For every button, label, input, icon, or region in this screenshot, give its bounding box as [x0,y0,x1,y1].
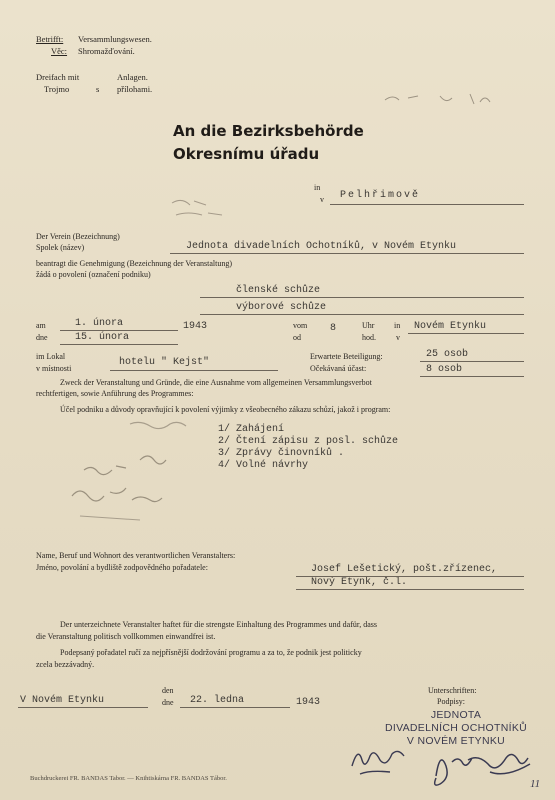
footer-year: 1943 [296,697,321,708]
vec-value: Shromažďování. [78,46,135,56]
anlagen-label: Anlagen. [117,72,148,82]
program-item-3: 3/ Zprávy činovníků . [218,448,345,459]
date1: 1. února [75,318,124,329]
vec-label: Věc: [51,46,68,56]
zweck-de2: rechtfertigen, sowie Anführung des Programmes: [36,389,194,398]
s-label: s [96,84,100,94]
date2: 15. února [75,332,130,343]
lokal-value: hotelu " Kejst" [119,357,210,368]
organizer-label-de: Name, Beruf und Wohnort des verantwortlichen Veranstalters: [36,551,236,560]
title-line1: An die Bezirksbehörde [173,122,364,140]
organizer-label-cz: Jméno, povolání a bydliště zodpovědného pořadatele: [36,563,208,572]
footer-place-underline [18,707,148,708]
in-label-de: in [314,183,321,192]
verein-label-de: Der Verein (Bezeichnung) [36,232,120,241]
am-label: am [36,321,46,330]
organizer-underline2 [296,589,524,590]
lokal-label-cz: v místnosti [36,364,72,373]
uhr-label: Uhr [362,321,375,330]
lokal-label-de: im Lokal [36,352,66,361]
date-underline2 [60,344,178,345]
footer-place: V Novém Etynku [20,695,105,706]
verein-value: Jednota divadelních Ochotníků, v Novém Etynku [186,241,457,252]
lokal-underline [110,370,278,371]
pencil-notes [60,418,230,528]
verein-underline [170,253,524,254]
footer-date-underline [180,707,290,708]
dreifach-label: Dreifach mit [36,72,80,82]
dne-footer-label: dne [162,698,174,707]
ocekavana-label: Očekávaná účast: [310,364,367,373]
genehmigung-label-de: beantragt die Genehmigung (Bezeichnung der Veranstaltung) [36,259,233,268]
betrifft-label: Betrifft: [36,34,64,44]
zweck-de1: Zweck der Veranstaltung und Gründe, die eine Ausnahme vom allgemeinen Versammlungsverbot [60,378,372,387]
stamp-line3: V NOVÉM ETYNKU [406,735,506,747]
v-label2: v [396,333,400,342]
hour: 8 [330,323,337,334]
program-item-2: 2/ Čtení zápisu z posl. schůze [218,436,399,447]
count-underline2 [420,376,524,377]
event-underline1 [200,297,524,298]
event-underline2 [200,314,524,315]
in-label-cz: v [320,195,324,204]
event-value1: členské schůze [236,285,321,296]
vom-label: vom [293,321,308,330]
betrifft-value: Versammlungswesen. [78,34,152,44]
genehmigung-label-cz: žádá o povolení (označení podniku) [36,270,151,279]
declaration-cz2: zcela bezzávadný. [36,660,95,669]
organizer-value2: Nový Etynk, č.l. [311,577,408,588]
den-label: den [162,686,174,695]
declaration-de2: die Veranstaltung politisch vollkommen einwandfrei ist. [36,632,216,641]
organizer-value1: Josef Lešetický, pošt.zřízenec, [311,564,498,575]
hod-label: hod. [362,333,376,342]
year: 1943 [183,321,208,332]
stamp-line1: JEDNOTA [430,709,482,721]
unterschriften-label: Unterschriften: [428,686,477,695]
authority-place: Pelhřimově [340,190,421,201]
count2: 8 osob [426,364,463,375]
program-item-1: 1/ Zahájení [218,424,285,435]
od-label: od [293,333,301,342]
in-label2: in [394,321,401,330]
prilohami-label: přílohami. [117,84,153,94]
count-underline1 [420,361,524,362]
signature-ink [340,732,555,788]
organizer-underline1 [296,576,524,577]
town: Novém Etynku [414,321,487,332]
place-underline [330,204,524,205]
erwartete-label: Erwartete Beteiligung: [310,352,383,361]
stamp-line2: DIVADELNÍCH OCHOTNÍKŮ [384,722,528,734]
pencil-marks-left [168,195,248,225]
declaration-cz1: Podepsaný pořadatel ručí za nejpřísnější dodržování programu a za to, že podnik jest politicky [60,648,362,657]
footer-date: 22. ledna [190,695,245,706]
verein-label-cz: Spolek (název) [36,243,85,252]
count1: 25 osob [426,349,469,360]
program-item-4: 4/ Volné návrhy [218,460,309,471]
event-value2: výborové schůze [236,302,327,313]
dne-label: dne [36,333,48,342]
zweck-cz: Účel podniku a důvody opravňující k povolení výjimky z všeobecného zákazu schůzí, jakož i program: [60,405,391,414]
title-line2: Okresnímu úřadu [173,145,320,163]
podpisy-label: Podpisy: [437,697,466,706]
town-underline [408,333,524,334]
trojmo-label: Trojmo [44,84,70,94]
page-mark: 11 [530,778,541,790]
date-underline1 [60,330,178,331]
pencil-marks [380,88,500,110]
declaration-de1: Der unterzeichnete Veranstalter haftet für die strengste Einhaltung des Programmes und dafür, dass [60,620,377,629]
printer-imprint: Buchdruckerei FR. BANDAS Tabor. — Knihtiskárna FR. BANDAS Tábor. [30,775,227,782]
